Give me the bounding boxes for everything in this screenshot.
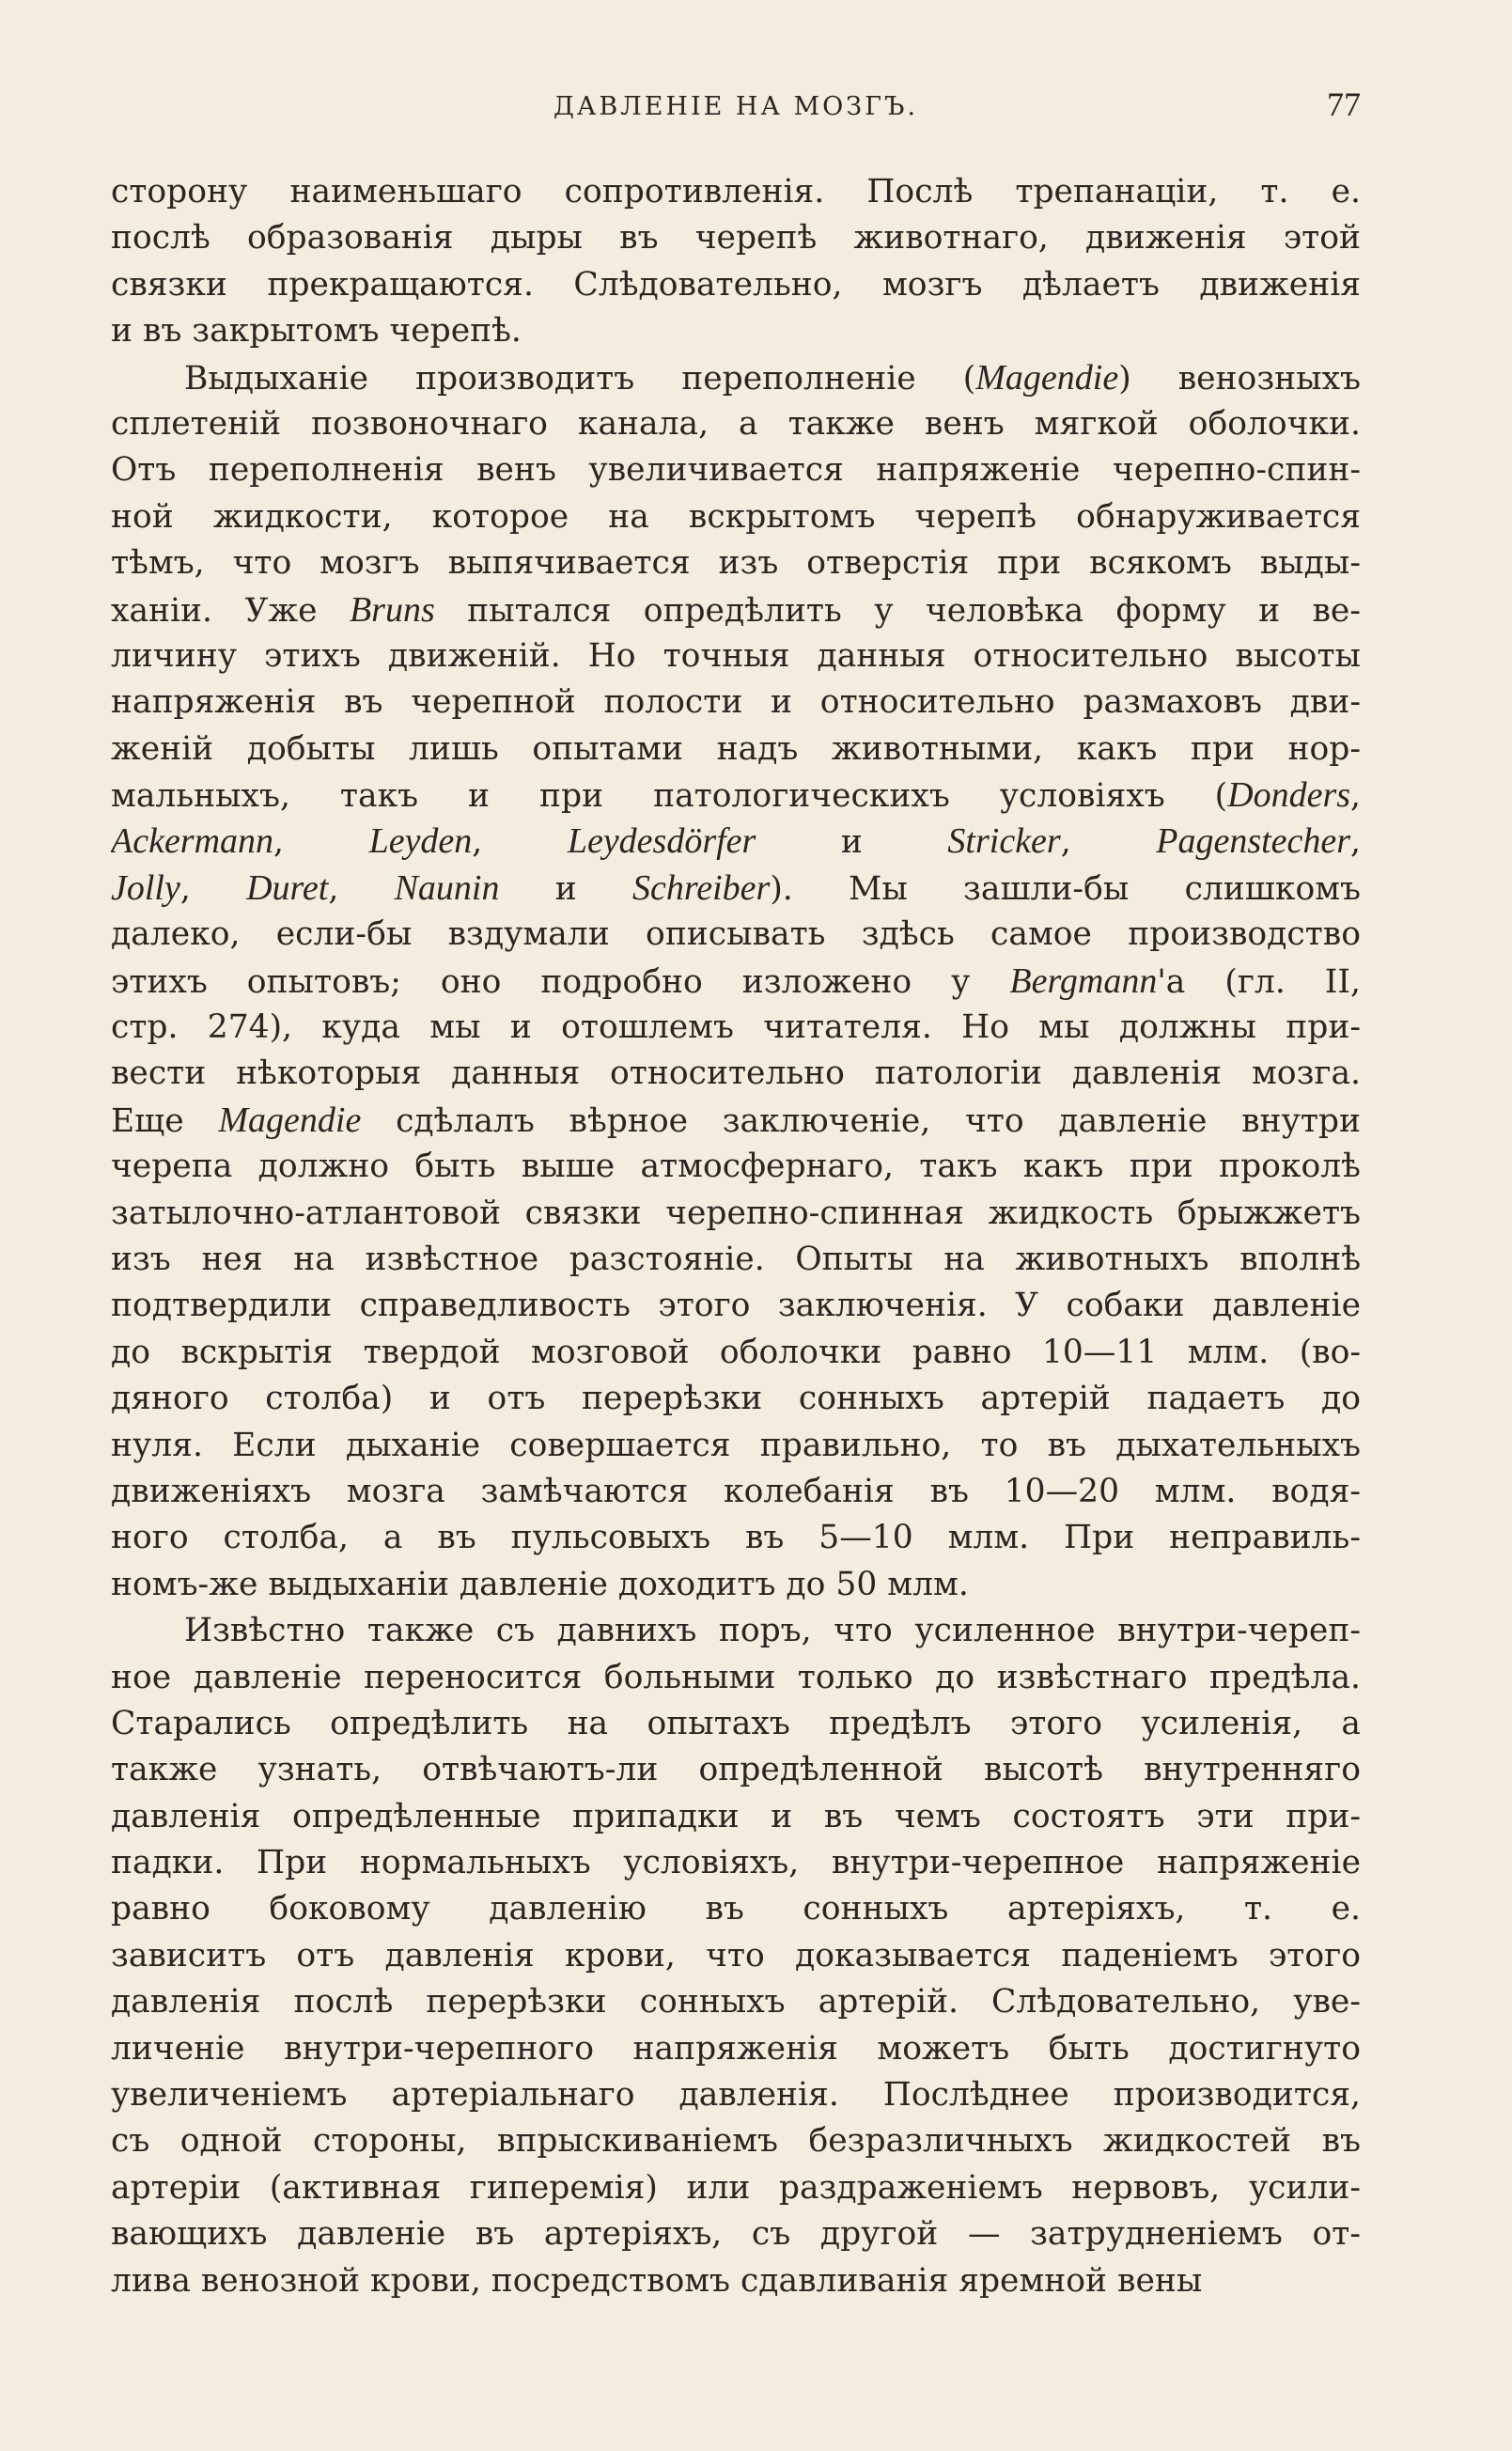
text-line: [111, 1469, 1361, 1515]
italic-name: Bruns: [349, 589, 435, 630]
text-run: падки. При нормальныхъ условіяхъ, внутри-черепное напряженіе: [111, 1844, 1361, 1882]
running-header: [111, 83, 1361, 128]
text-run: Старались опредѣлить на опытахъ предѣлъ этого усиленія, а: [111, 1704, 1361, 1742]
text-line: [111, 1237, 1361, 1283]
text-run: личеніе внутри-черепного напряженія можетъ быть достигнуто: [111, 2029, 1361, 2068]
page-number: 77: [1327, 86, 1361, 123]
text-line: [111, 447, 1361, 493]
text-line: [111, 1283, 1361, 1329]
text-run: ,: [328, 869, 395, 908]
italic-name: Leyden: [368, 821, 473, 862]
text-run: номъ-же выдыханіи давленіе доходитъ до 50 млм.: [111, 1565, 969, 1603]
text-run: сдѣлалъ вѣрное заключеніе, что давленіе внутри: [361, 1101, 1361, 1140]
text-run: ,: [1350, 823, 1361, 862]
text-line: [111, 726, 1361, 773]
text-line: [111, 866, 1361, 912]
text-line: [111, 215, 1361, 261]
text-run: этихъ опытовъ; оно подробно изложено у: [111, 962, 1010, 1001]
body-text: [111, 169, 1361, 2304]
text-line: [111, 1655, 1361, 1701]
text-run: изъ нея на извѣстное разстояніе. Опыты на животныхъ вполнѣ: [111, 1240, 1361, 1278]
text-run: дяного столба) и отъ перерѣзки сонныхъ артерій падаетъ до: [111, 1380, 1361, 1418]
italic-name: Donders: [1227, 775, 1351, 816]
text-run: ,: [179, 869, 247, 908]
text-line: [111, 2165, 1361, 2211]
italic-name: Magendie: [218, 1100, 362, 1140]
text-run: и: [499, 869, 632, 908]
text-line: [111, 355, 1361, 401]
text-run: подтвердили справедливость этого заключенія. У собаки давленіе: [111, 1287, 1361, 1325]
text-line: [111, 2026, 1361, 2072]
text-line: [111, 773, 1361, 819]
text-line: [111, 262, 1361, 308]
text-run: ного столба, а въ пульсовыхъ въ 5—10 млм. При неправиль-: [111, 1519, 1361, 1557]
text-run: послѣ образованія дыры въ черепѣ животнаго, движенія этой: [111, 219, 1361, 258]
text-line: [111, 401, 1361, 447]
italic-name: Duret: [246, 867, 329, 908]
text-run: ной жидкости, которое на вскрытомъ черепѣ обнаруживается: [111, 497, 1361, 536]
text-run: черепа должно быть выше атмосфернаго, такъ какъ при проколѣ: [111, 1147, 1361, 1186]
text-line: [111, 1840, 1361, 1886]
text-run: Отъ переполненія венъ увеличивается напряженіе черепно-спин-: [111, 451, 1361, 490]
italic-name: Pagenstecher: [1156, 821, 1351, 862]
text-line: [111, 2258, 1361, 2304]
text-run: движеніяхъ мозга замѣчаются колебанія въ 10—20 млм. водя-: [111, 1472, 1361, 1510]
text-run: 'а (гл. II,: [1157, 962, 1361, 1001]
text-run: увеличеніемъ артеріальнаго давленія. Послѣднее производится,: [111, 2076, 1361, 2115]
text-run: до вскрытія твердой мозговой оболочки равно 10—11 млм. (во-: [111, 1333, 1361, 1371]
text-run: вести нѣкоторыя данныя относительно патологіи давленія мозга.: [111, 1054, 1361, 1093]
running-title: ДАВЛЕНІЕ НА МОЗГЪ.: [553, 92, 919, 121]
text-line: [111, 1701, 1361, 1747]
italic-name: Magendie: [975, 357, 1119, 398]
text-run: ,: [1350, 777, 1361, 816]
text-run: сторону наименьшаго сопротивленія. Послѣ трепанаціи, т. е.: [111, 173, 1361, 211]
text-run: давленія послѣ перерѣзки сонныхъ артерій. Слѣдовательно, уве-: [111, 1983, 1361, 2022]
text-line: [111, 1608, 1361, 1654]
text-run: стр. 274), куда мы и отошлемъ читателя. Но мы должны при-: [111, 1008, 1361, 1047]
text-run: съ одной стороны, впрыскиваніемъ безразличныхъ жидкостей въ: [111, 2122, 1361, 2161]
text-line: [111, 912, 1361, 958]
text-line: [111, 959, 1361, 1005]
text-run: личину этихъ движеній. Но точныя данныя относительно высоты: [111, 636, 1361, 675]
text-line: [111, 1330, 1361, 1376]
text-run: ,: [472, 823, 568, 862]
text-run: затылочно-атлантовой связки черепно-спинная жидкость брыжжетъ: [111, 1194, 1361, 1232]
text-run: ) венозныхъ: [1118, 359, 1361, 398]
text-line: [111, 1933, 1361, 1979]
text-line: [111, 679, 1361, 726]
text-run: вающихъ давленіе въ артеріяхъ, съ другой — затрудненіемъ от-: [111, 2215, 1361, 2254]
text-line: [111, 1747, 1361, 1793]
text-run: далеко, если-бы вздумали описывать здѣсь самое производство: [111, 915, 1361, 954]
text-line: [111, 540, 1361, 586]
text-line: [111, 1051, 1361, 1097]
italic-name: Jolly: [111, 867, 180, 908]
text-line: [111, 1098, 1361, 1144]
text-run: связки прекращаются. Слѣдовательно, мозгъ дѣлаетъ движенія: [111, 265, 1361, 304]
text-run: ное давленіе переносится больными только до извѣстнаго предѣла.: [111, 1658, 1361, 1696]
text-line: [111, 1191, 1361, 1237]
text-line: [111, 1005, 1361, 1051]
text-run: зависитъ отъ давленія крови, что доказывается паденіемъ этого: [111, 1936, 1361, 1975]
italic-name: Bergmann: [1009, 960, 1158, 1001]
italic-name: Leydesdörfer: [567, 821, 756, 862]
text-line: [111, 1144, 1361, 1190]
text-run: и въ закрытомъ черепѣ.: [111, 312, 522, 351]
text-line: [111, 2211, 1361, 2257]
text-line: [111, 819, 1361, 865]
text-line: [111, 1794, 1361, 1840]
text-line: [111, 1886, 1361, 1932]
italic-name: Ackermann: [111, 821, 274, 862]
text-line: [111, 1423, 1361, 1469]
text-run: нуля. Если дыханіе совершается правильно, то въ дыхательныхъ: [111, 1426, 1361, 1464]
italic-name: Stricker: [947, 821, 1061, 862]
text-run: ). Мы зашли-бы слишкомъ: [770, 869, 1361, 908]
text-run: женій добыты лишь опытами надъ животными, какъ при нор-: [111, 729, 1361, 768]
text-run: равно боковому давленію въ сонныхъ артеріяхъ, т. е.: [111, 1890, 1361, 1928]
text-run: лива венозной крови, посредствомъ сдавливанія яремной вены: [111, 2261, 1203, 2300]
text-line: [111, 587, 1361, 633]
text-run: Выдыханіе производитъ переполненіе (: [184, 359, 976, 398]
text-run: давленія опредѣленные припадки и въ чемъ состоятъ эти при-: [111, 1797, 1361, 1835]
text-run: Еще: [111, 1101, 219, 1140]
text-line: [111, 1376, 1361, 1422]
text-run: сплетеній позвоночнаго канала, а также венъ мягкой оболочки.: [111, 404, 1361, 443]
text-line: [111, 633, 1361, 679]
text-line: [111, 169, 1361, 215]
text-run: ханіи. Уже: [111, 591, 350, 630]
text-run: и: [756, 823, 948, 862]
text-run: также узнать, отвѣчаютъ-ли опредѣленной высотѣ внутренняго: [111, 1751, 1361, 1789]
text-line: [111, 2118, 1361, 2164]
text-run: ,: [273, 823, 369, 862]
text-run: Извѣстно также съ давнихъ поръ, что усиленное внутри-череп-: [184, 1612, 1361, 1650]
italic-name: Schreiber: [632, 867, 771, 908]
text-line: [111, 1562, 1361, 1608]
text-run: тѣмъ, что мозгъ выпячивается изъ отверстія при всякомъ выды-: [111, 544, 1361, 583]
text-run: ,: [1060, 823, 1157, 862]
text-run: пытался опредѣлить у человѣка форму и ве-: [434, 591, 1361, 630]
text-line: [111, 494, 1361, 540]
text-line: [111, 2072, 1361, 2118]
italic-name: Naunin: [394, 867, 500, 908]
text-run: мальныхъ, такъ и при патологическихъ условіяхъ (: [111, 777, 1228, 816]
text-line: [111, 308, 1361, 354]
text-line: [111, 1979, 1361, 2025]
text-line: [111, 1515, 1361, 1561]
text-run: артеріи (активная гиперемія) или раздраженіемъ нервовъ, усили-: [111, 2168, 1361, 2207]
text-run: напряженія въ черепной полости и относительно размаховъ дви-: [111, 683, 1361, 722]
